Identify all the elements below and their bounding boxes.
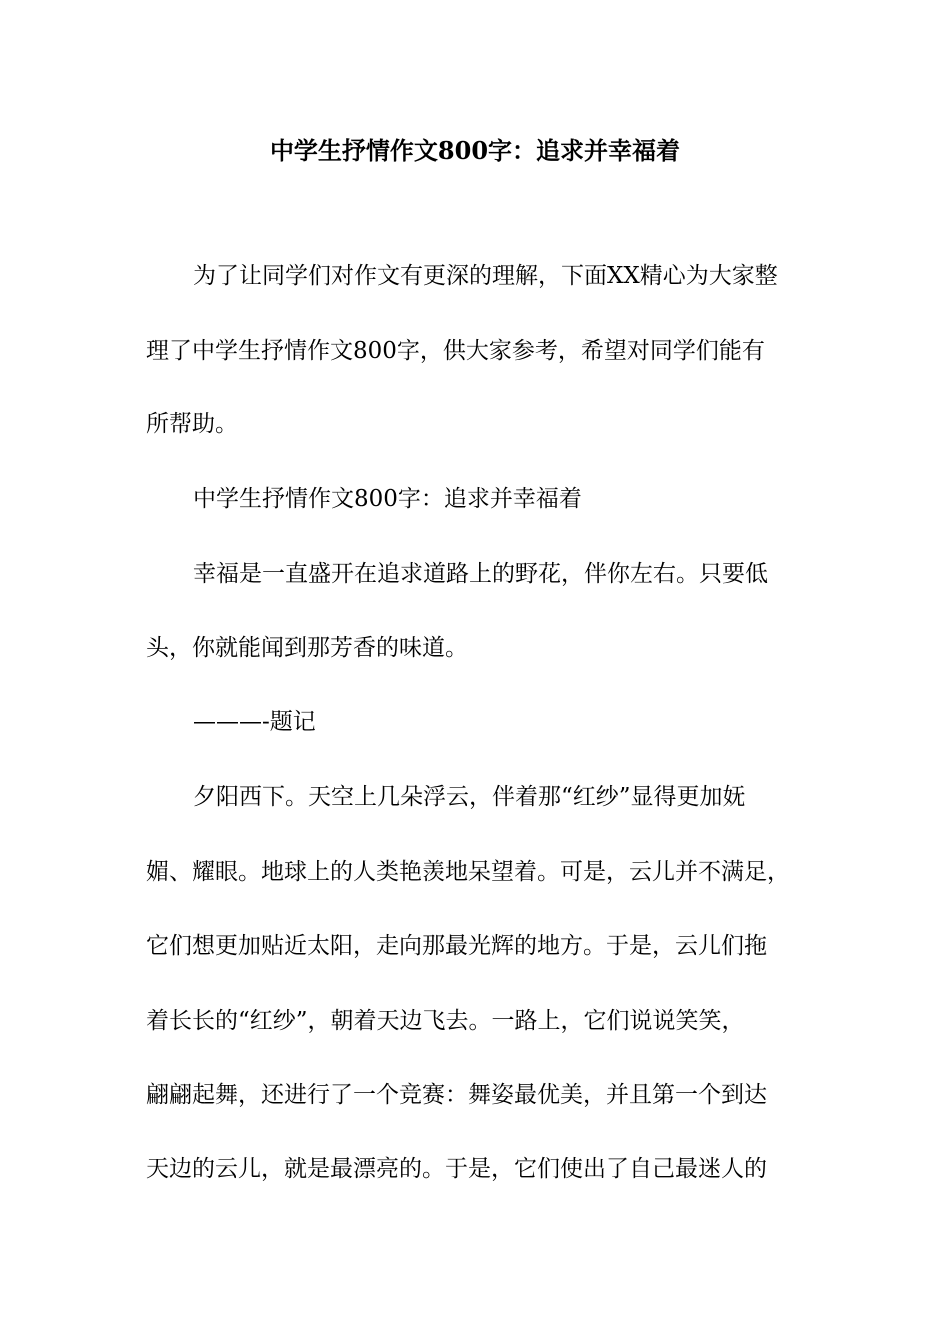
paragraph-line: 翩翩起舞，还进行了一个竞赛：舞姿最优美，并且第一个到达 — [146, 1082, 767, 1108]
paragraph-line: 天边的云儿，就是最漂亮的。于是，它们使出了自己最迷人的 — [146, 1156, 767, 1182]
paragraph-line: 着长长的“红纱”，朝着天边飞去。一路上，它们说说笑笑， — [146, 1008, 745, 1034]
paragraph-line: 幸福是一直盛开在追求道路上的野花，伴你左右。只要低 — [193, 561, 768, 587]
paragraph-line: 夕阳西下。天空上几朵浮云，伴着那“红纱”显得更加妩 — [193, 784, 746, 810]
paragraph-line: 它们想更加贴近太阳，走向那最光辉的地方。于是，云儿们拖 — [146, 933, 767, 959]
paragraph-line: 所帮助。 — [146, 411, 238, 437]
epigraph-attribution: ———-题记 — [193, 709, 316, 735]
subtitle-line: 中学生抒情作文800字：追求并幸福着 — [193, 486, 582, 512]
paragraph-line: 理了中学生抒情作文800字，供大家参考，希望对同学们能有 — [146, 338, 765, 364]
paragraph-line: 为了让同学们对作文有更深的理解，下面XX精心为大家整 — [193, 263, 778, 289]
paragraph-line: 头，你就能闻到那芳香的味道。 — [146, 635, 468, 661]
paragraph-line: 媚、耀眼。地球上的人类艳羡地呆望着。可是，云儿并不满足， — [146, 859, 790, 885]
document-title: 中学生抒情作文800字：追求并幸福着 — [269, 136, 681, 165]
